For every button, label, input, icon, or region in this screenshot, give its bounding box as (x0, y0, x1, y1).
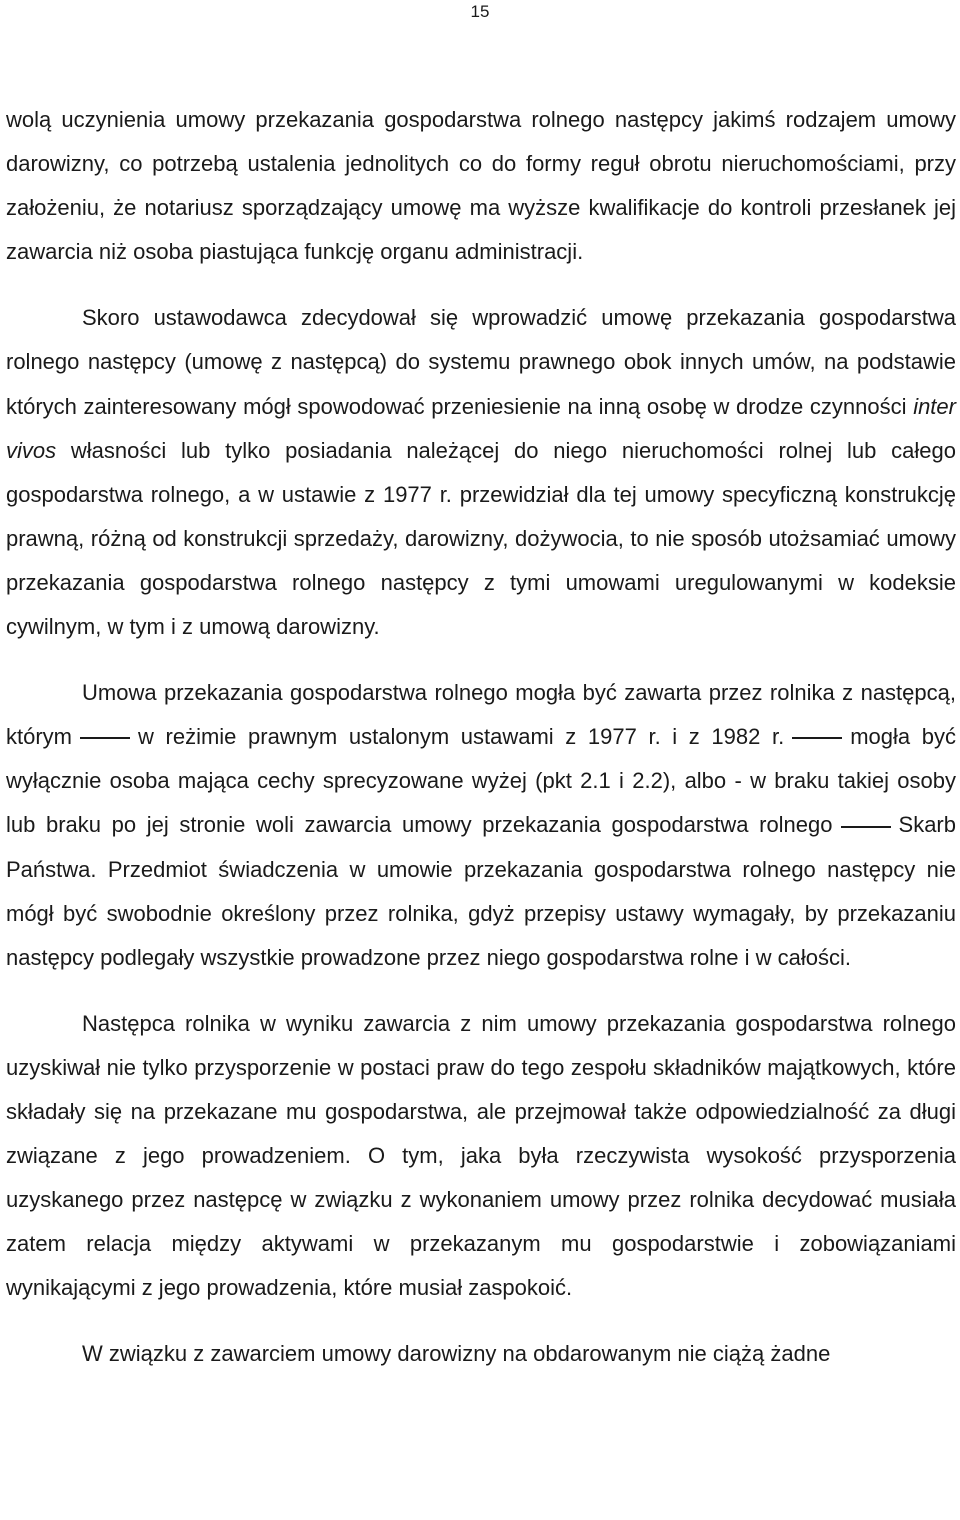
page-number: 15 (470, 2, 490, 21)
paragraph-5: W związku z zawarciem umowy darowizny na obdarowanym nie ciążą żadne (82, 1341, 831, 1367)
em-dash (841, 826, 891, 828)
em-dash (792, 737, 842, 739)
paragraph-2-text-b: własności lub tylko posiadania należącej do niego nieruchomości rolnej lub całego gospodarstwa rolnego, a w ustawie z 1977 r. przewidział dla tej umowy specyficzną konstrukcję prawną, różną od konstrukcji sprzedaży, darowizny, dożywocia, to nie sposób utożsamiać umowy przekazania gospodarstwa rolnego następcy z tymi umowami uregulowanymi w kodeksie cywilnym, w tym i z umową darowizny. (6, 437, 956, 640)
paragraph-4: Następca rolnika w wyniku zawarcia z nim umowy przekazania gospodarstwa rolnego uzyskiwał nie tylko przysporzenie w postaci praw do tego zespołu składników majątkowych, które składały się na przekazane mu gospodarstwa, ale przejmował także odpowiedzialność za długi związane z jego prowadzeniem. O tym, jaka była rzeczywista wysokość przysporzenia uzyskanego przez następcę w związku z wykonaniem umowy przez rolnika decydować musiała zatem relacja między aktywami w przekazanym mu gospodarstwie i zobowiązaniami wynikającymi z jego prowadzenia, które musiał zaspokoić. (6, 1010, 956, 1301)
paragraph-3-text-b: w reżimie prawnym ustalonym ustawami z 1977 r. i z 1982 r. (138, 724, 785, 750)
em-dash (80, 737, 130, 739)
paragraph-2 (6, 296, 956, 649)
paragraph-3-text-c: mogła być wyłącznie osoba mająca cechy sprecyzowane wyżej (pkt 2.1 i 2.2), albo - w braku takiej osoby lub braku po jej stronie woli zawarcia umowy przekazania gospodarstwa rolnego (6, 724, 956, 838)
paragraph-3-text-d: Skarb Państwa. Przedmiot świadczenia w umowie przekazania gospodarstwa rolnego następcy nie mógł być swobodnie określony przez rolnika, gdyż przepisy ustawy wymagały, by przekazaniu następcy podlegały wszystkie prowadzone przez niego gospodarstwa rolne i w całości. (6, 812, 956, 970)
paragraph-3-text-a: Umowa przekazania gospodarstwa rolnego mogła być zawarta przez rolnika z następcą, którym (6, 680, 956, 750)
paragraph-2-text-a: Skoro ustawodawca zdecydował się wprowadzić umowę przekazania gospodarstwa rolnego następcy (umowę z następcą) do systemu prawnego obok innych umów, na podstawie których zainteresowany mógł spowodować przeniesienie na inną osobę w drodze czynności (6, 305, 956, 419)
paragraph-3 (6, 671, 956, 980)
document-body (6, 98, 956, 1377)
latin-phrase: inter vivos (6, 393, 956, 463)
paragraph-1: wolą uczynienia umowy przekazania gospodarstwa rolnego następcy jakimś rodzajem umowy darowizny, co potrzebą ustalenia jednolitych co do formy reguł obrotu nieruchomościami, przy założeniu, że notariusz sporządzający umowę ma wyższe kwalifikacje do kontroli przesłanek jej zawarcia niż osoba piastująca funkcję organu administracji. (6, 107, 956, 265)
